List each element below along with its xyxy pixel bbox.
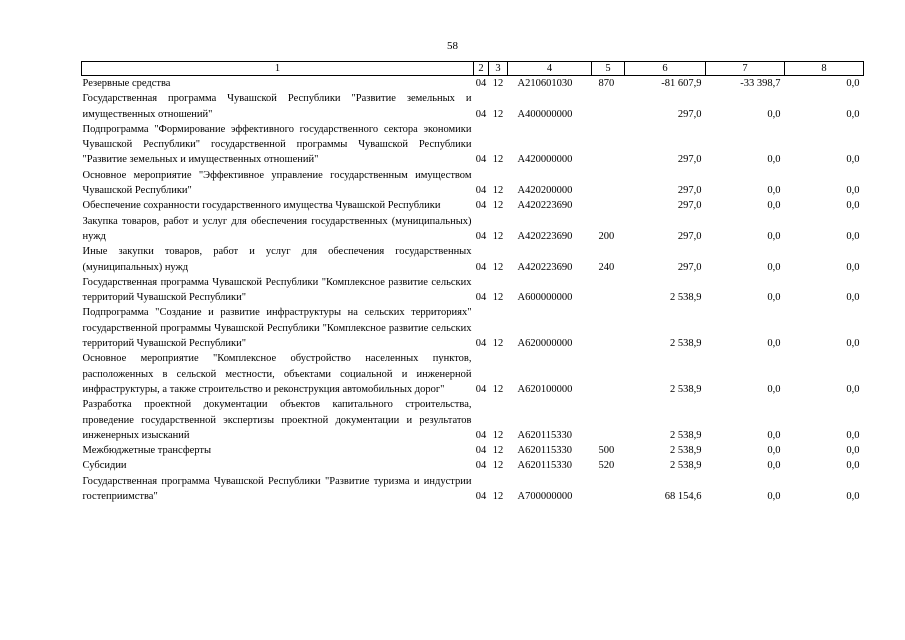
target-article-code: А700000000 — [517, 491, 573, 503]
table-header-row — [82, 62, 864, 76]
amount-col-8: 0,0 — [846, 154, 860, 166]
target-article-code: А420000000 — [517, 154, 573, 166]
subsection-code: 12 — [492, 445, 504, 457]
target-article-code: А620000000 — [517, 338, 573, 350]
amount-col-7: 0,0 — [767, 154, 781, 166]
item-name: Межбюджетные трансферты — [82, 445, 212, 457]
target-article-code: А420223690 — [517, 230, 573, 242]
item-name: Основное мероприятие "Комплексное обустройство населенных пунктов, расположенных в сельской местности, объектами социальной и инженерной инфраструктуры, а также строительство и реконструкция автомобильных дорог" — [82, 353, 472, 395]
subsection-code: 12 — [492, 185, 504, 197]
table-row — [82, 305, 864, 351]
amount-col-6: 2 538,9 — [670, 460, 702, 472]
table-row — [82, 214, 864, 245]
subsection-code: 12 — [492, 108, 504, 120]
amount-col-8: 0,0 — [846, 338, 860, 350]
amount-col-8: 0,0 — [846, 200, 860, 212]
column-header: 7 — [706, 62, 785, 76]
target-article-code: А620100000 — [517, 383, 573, 395]
amount-col-7: 0,0 — [767, 200, 781, 212]
expense-type-code — [592, 397, 625, 443]
expense-type-code — [592, 474, 625, 505]
table-row — [82, 244, 864, 275]
subsection-code: 12 — [492, 383, 504, 395]
item-name: Субсидии — [82, 460, 127, 472]
expense-type-code — [592, 275, 625, 306]
section-code: 04 — [475, 445, 487, 457]
amount-col-7: 0,0 — [767, 491, 781, 503]
column-header: 4 — [508, 62, 592, 76]
subsection-code: 12 — [492, 200, 504, 212]
amount-col-7: 0,0 — [767, 292, 781, 304]
expense-type-code — [592, 91, 625, 122]
item-name: Подпрограмма "Формирование эффективного государственного сектора экономики Чувашской Республики" государственной программы Чувашской Республики "Развитие земельных и имущественных отношений" — [82, 123, 472, 166]
table-row — [82, 351, 864, 397]
section-code: 04 — [475, 261, 487, 273]
amount-col-7: 0,0 — [767, 445, 781, 457]
subsection-code: 12 — [492, 491, 504, 503]
amount-col-7: 0,0 — [767, 108, 781, 120]
section-code: 04 — [475, 185, 487, 197]
section-code: 04 — [475, 292, 487, 304]
item-name: Основное мероприятие "Эффективное управление государственным имуществом Чувашской Республики" — [82, 169, 472, 197]
amount-col-8: 0,0 — [846, 429, 860, 441]
target-article-code: А420223690 — [517, 200, 573, 212]
amount-col-6: 68 154,6 — [664, 491, 702, 503]
target-article-code: А420223690 — [517, 261, 573, 273]
column-header: 8 — [785, 62, 864, 76]
expense-type-code — [592, 198, 625, 213]
subsection-code: 12 — [492, 460, 504, 472]
table-row — [82, 122, 864, 168]
amount-col-6: 2 538,9 — [670, 292, 702, 304]
amount-col-8: 0,0 — [846, 185, 860, 197]
table-row — [82, 275, 864, 306]
amount-col-8: 0,0 — [846, 230, 860, 242]
expense-type-code: 870 — [598, 78, 615, 89]
amount-col-6: 2 538,9 — [670, 445, 702, 457]
section-code: 04 — [475, 200, 487, 212]
amount-col-7: 0,0 — [767, 230, 781, 242]
expense-type-code — [592, 122, 625, 168]
section-code: 04 — [475, 154, 487, 166]
item-name: Иные закупки товаров, работ и услуг для обеспечения государственных (муниципальных) нужд — [82, 246, 472, 273]
subsection-code: 12 — [492, 338, 504, 350]
section-code: 04 — [475, 108, 487, 120]
table-row — [82, 76, 864, 92]
subsection-code: 12 — [492, 78, 504, 89]
item-name: Резервные средства — [82, 78, 171, 89]
target-article-code: А400000000 — [517, 108, 573, 120]
expense-type-code: 520 — [598, 460, 615, 472]
amount-col-6: 297,0 — [677, 200, 702, 212]
amount-col-7: 0,0 — [767, 429, 781, 441]
amount-col-7: 0,0 — [767, 383, 781, 395]
item-name: Разработка проектной документации объектов капитального строительства, проведение государственной экспертизы проектной документации и результатов инженерных изысканий — [82, 399, 472, 441]
amount-col-7: 0,0 — [767, 185, 781, 197]
section-code: 04 — [475, 338, 487, 350]
expense-type-code — [592, 351, 625, 397]
amount-col-7: -33 398,7 — [740, 78, 781, 89]
item-name: Государственная программа Чувашской Республики "Развитие туризма и индустрии гостеприимства" — [82, 475, 472, 503]
subsection-code: 12 — [492, 230, 504, 242]
table-row — [82, 198, 864, 213]
item-name: Подпрограмма "Создание и развитие инфраструктуры на сельских территориях" государственной программы Чувашской Республики "Комплексное развитие сельских территорий Чувашской Республики" — [82, 307, 472, 350]
table-row — [82, 458, 864, 473]
amount-col-7: 0,0 — [767, 460, 781, 472]
item-name: Государственная программа Чувашской Республики "Комплексное развитие сельских территорий Чувашской Республики" — [82, 276, 472, 304]
amount-col-6: 297,0 — [677, 154, 702, 166]
subsection-code: 12 — [492, 292, 504, 304]
table-body — [82, 76, 864, 505]
expense-type-code — [592, 305, 625, 351]
target-article-code: А210601030 — [517, 78, 573, 89]
column-header: 1 — [82, 62, 474, 76]
expense-type-code: 200 — [598, 230, 615, 242]
target-article-code: А620115330 — [517, 460, 572, 472]
section-code: 04 — [475, 383, 487, 395]
subsection-code: 12 — [492, 261, 504, 273]
table-row — [82, 443, 864, 458]
expense-type-code — [592, 168, 625, 199]
column-header: 3 — [489, 62, 508, 76]
item-name: Обеспечение сохранности государственного имущества Чувашской Республики — [82, 200, 441, 212]
amount-col-6: 297,0 — [677, 108, 702, 120]
budget-table — [81, 61, 864, 504]
amount-col-8: 0,0 — [846, 261, 860, 273]
amount-col-8: 0,0 — [846, 108, 860, 120]
amount-col-6: 2 538,9 — [670, 338, 702, 350]
expense-type-code: 500 — [598, 445, 615, 457]
section-code: 04 — [475, 491, 487, 503]
target-article-code: А420200000 — [517, 185, 573, 197]
amount-col-8: 0,0 — [846, 460, 860, 472]
section-code: 04 — [475, 78, 487, 89]
amount-col-8: 0,0 — [846, 491, 860, 503]
amount-col-7: 0,0 — [767, 338, 781, 350]
table-row — [82, 474, 864, 505]
amount-col-8: 0,0 — [846, 383, 860, 395]
column-header: 5 — [592, 62, 625, 76]
section-code: 04 — [475, 429, 487, 441]
table-row — [82, 397, 864, 443]
page-number: 58 — [447, 40, 458, 52]
amount-col-6: 2 538,9 — [670, 429, 702, 441]
amount-col-8: 0,0 — [846, 445, 860, 457]
amount-col-7: 0,0 — [767, 261, 781, 273]
section-code: 04 — [475, 230, 487, 242]
amount-col-6: -81 607,9 — [661, 78, 702, 89]
amount-col-6: 297,0 — [677, 230, 702, 242]
amount-col-8: 0,0 — [846, 292, 860, 304]
column-header: 2 — [474, 62, 489, 76]
subsection-code: 12 — [492, 429, 504, 441]
amount-col-6: 2 538,9 — [670, 383, 702, 395]
amount-col-8: 0,0 — [846, 78, 860, 89]
target-article-code: А620115330 — [517, 429, 572, 441]
amount-col-6: 297,0 — [677, 185, 702, 197]
expense-type-code: 240 — [598, 261, 615, 273]
table-row — [82, 91, 864, 122]
amount-col-6: 297,0 — [677, 261, 702, 273]
column-header: 6 — [625, 62, 706, 76]
target-article-code: А620115330 — [517, 445, 572, 457]
subsection-code: 12 — [492, 154, 504, 166]
item-name: Государственная программа Чувашской Республики "Развитие земельных и имущественных отношений" — [82, 93, 472, 120]
section-code: 04 — [475, 460, 487, 472]
table-row — [82, 168, 864, 199]
target-article-code: А600000000 — [517, 292, 573, 304]
item-name: Закупка товаров, работ и услуг для обеспечения государственных (муниципальных) нужд — [82, 215, 472, 242]
